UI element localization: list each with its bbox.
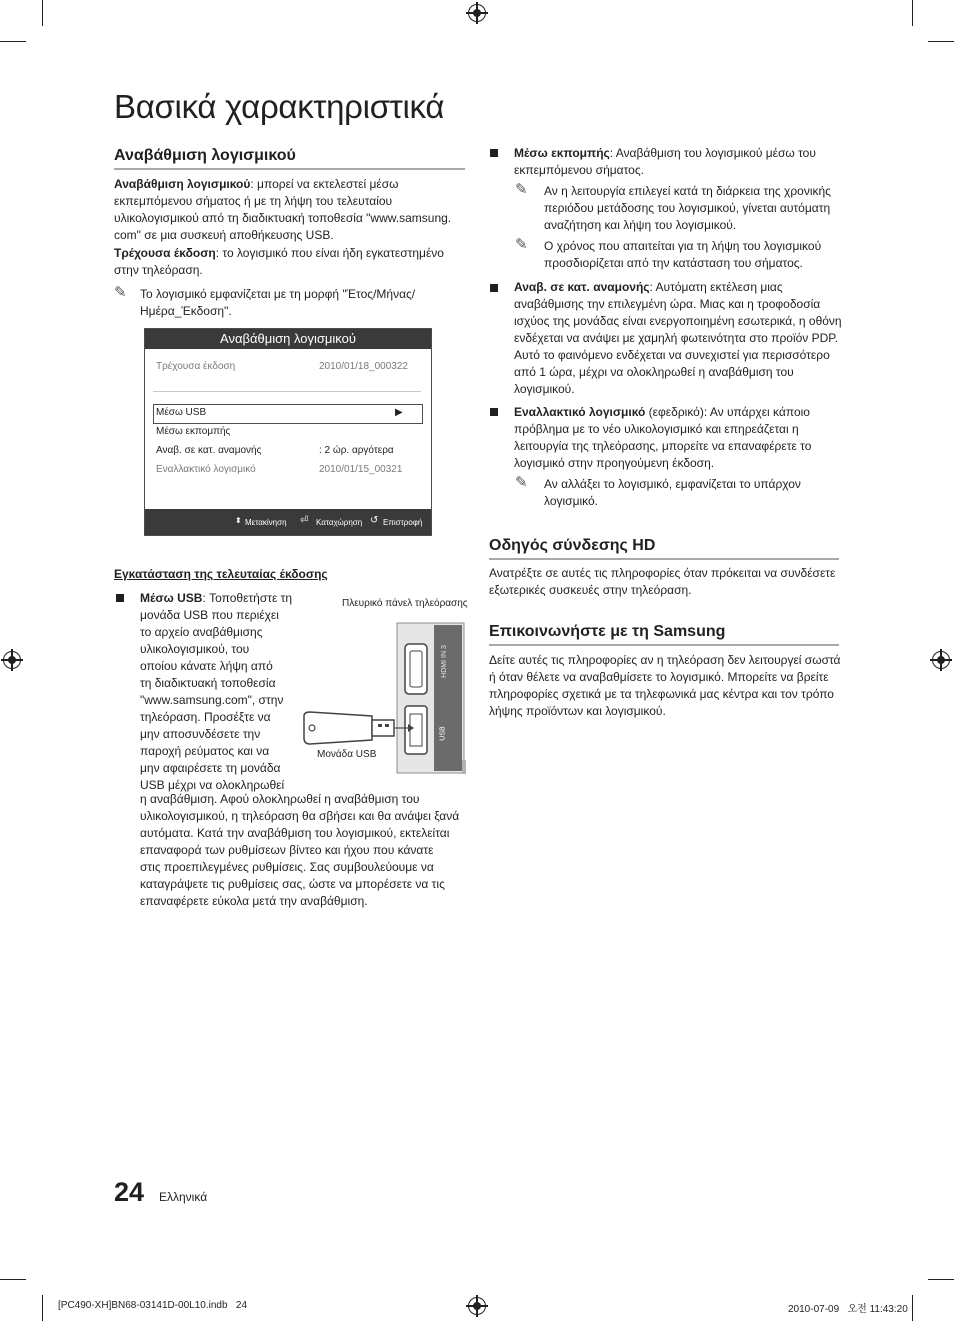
osd-current-value: 2010/01/18_000322 [319, 361, 408, 372]
text-line: : μπορεί να εκτελεστεί μέσω [250, 177, 399, 191]
osd-move-label: Μετακίνηση [245, 518, 287, 527]
text-line: επαναφορά των ρυθμίσεων βίντεο και ήχου που κάνατε [140, 843, 434, 857]
osd-item-alternative-value: 2010/01/15_00321 [319, 464, 403, 475]
usb-stick [304, 712, 372, 744]
text-line: καταγράψετε τις ρυθμίσεις σας, ώστε να μπορέσετε να τις [140, 877, 445, 891]
text-line: εκπεμπόμενου σήματος. [514, 163, 644, 177]
text-line: το αρχείο αναβάθμισης [140, 625, 263, 639]
arrow-right-icon: ▶ [395, 407, 403, 418]
current-version-paragraph [114, 245, 469, 279]
text-line: Ο χρόνος που απαιτείται για τη λήψη του λογισμικού [544, 239, 822, 253]
usb-paragraph-wide [140, 791, 470, 910]
osd-item-broadcast[interactable]: Μέσω εκπομπής [156, 426, 231, 437]
text-line: (εφεδρικό): Αν υπάρχει κάποιο [645, 405, 810, 419]
text-line: μονάδα USB που περιέχει [140, 608, 279, 622]
registration-mark-icon [468, 1297, 486, 1315]
hdmi-label: HDMI IN 3 [440, 645, 448, 678]
language-label: Ελληνικά [159, 1190, 208, 1204]
crop-mark [912, 0, 913, 26]
text-line: αναζήτηση και λήψη του λογισμικού. [544, 218, 737, 232]
enter-icon: ⏎ [300, 515, 309, 526]
usb-paragraph-narrow [140, 590, 310, 794]
osd-title: Αναβάθμιση λογισμικού [145, 329, 431, 349]
text-line: πληροφορίες σχετικά με τα τηλεφωνικά μας κέντρα και τον τρόπο [489, 687, 834, 701]
text-line: πρόβλημα με το νέο υλικολογισμικό και επηρεάζεται η [514, 422, 799, 436]
text-line: : Αναβάθμιση του λογισμικού μέσω του [609, 146, 816, 160]
intro-term: Αναβάθμιση λογισμικού [114, 177, 251, 191]
panel-strip [434, 625, 462, 771]
print-file-info: [PC490-XH]BN68-03141D-00L10.indb 24 [58, 1300, 248, 1311]
osd-item-usb[interactable]: Μέσω USB [156, 407, 207, 418]
text-line: "www.samsung.com", στην [140, 693, 284, 707]
osd-footer [145, 509, 431, 535]
text-line: Αν η λειτουργία επιλεγεί κατά τη διάρκεια της χρονικής [544, 184, 831, 198]
text-line: μην αφαιρέσετε τη μονάδα [140, 761, 281, 775]
bullet-square-icon [490, 284, 498, 292]
software-upgrade-osd [144, 328, 432, 536]
text-line: στις προεπιλεγμένες ρυθμίσεις. Σας συμβουλεύουμε να [140, 860, 434, 874]
section-title-hd-guide: Οδηγός σύνδεσης HD [489, 537, 839, 560]
text-line: Το λογισμικό εμφανίζεται με τη μορφή "Έτος/Μήνας/ [140, 287, 416, 301]
text-line: : Αυτόματη εκτέλεση μιας [649, 280, 783, 294]
osd-enter-label: Καταχώρηση [316, 518, 363, 527]
alternative-note [544, 476, 844, 510]
note-pencil-icon: ✎ [515, 474, 528, 491]
updown-arrows-icon: ⬍ [235, 516, 242, 525]
text-line: com" σε μια συσκευή αποθήκευσης USB. [114, 228, 334, 242]
registration-mark-icon [932, 651, 950, 669]
text-line: λογισμικό. [544, 494, 599, 508]
alternative-paragraph [514, 404, 844, 472]
alternative-term: Εναλλακτικό λογισμικό [514, 405, 646, 419]
text-line: Αν αλλάξει το λογισμικό, εμφανίζεται το υπάρχον [544, 477, 801, 491]
text-line: από 1 ώρα, μέχρι να ολοκληρωθεί η αναβάθμιση του [514, 365, 794, 379]
bullet-square-icon [490, 408, 498, 416]
install-latest-heading: Εγκατάσταση της τελευταίας έκδοσης [114, 567, 328, 581]
broadcast-note-1 [544, 183, 844, 234]
text-line: ενδέχεται να ανάψει με χαμηλή φωτεινότητα στο προϊόν PDP. [514, 331, 839, 345]
text-line: επαναφέρετε εύκολα μετά την αναβάθμιση. [140, 894, 368, 908]
page-number: 24 [114, 1177, 145, 1207]
contact-paragraph [489, 652, 844, 720]
crop-mark [928, 1279, 954, 1280]
text-line: Αυτό το φαινόμενο ενδέχεται να συνεχιστεί για περισσότερο [514, 348, 830, 362]
text-line: οποίου κάνατε λήψη από [140, 659, 273, 673]
usb-stick-plug [372, 720, 394, 736]
text-line: Ημέρα_Έκδοση". [140, 304, 232, 318]
text-line: : το λογισμικό που είναι ήδη εγκατεστημένο [215, 246, 444, 260]
crop-mark [42, 0, 43, 26]
broadcast-term: Μέσω εκπομπής [514, 146, 610, 160]
text-line: : Τοποθετήστε τη [202, 591, 293, 605]
registration-mark-icon [468, 4, 486, 22]
usb-port-label: USB [439, 726, 447, 741]
text-line: τηλεόραση. Προσέξτε να [140, 710, 271, 724]
broadcast-note-2 [544, 238, 844, 272]
crop-mark [42, 1295, 43, 1321]
crop-mark [912, 1295, 913, 1321]
text-line: Ανατρέξτε σε αυτές τις πληροφορίες όταν πρόκειται να συνδέσετε [489, 566, 836, 580]
text-line: ισχύος της μονάδας είναι ενεργοποιημένη εσωτερικά, η οθόνη [514, 314, 842, 328]
osd-item-standby-value: : 2 ώρ. αργότερα [319, 445, 394, 456]
usb-term: Μέσω USB [140, 591, 203, 605]
text-line: λήψης προϊόντων και λογισμικού. [489, 704, 666, 718]
text-line: λογισμικό στην προηγούμενη έκδοση. [514, 456, 715, 470]
print-datetime: 2010-07-09 오전 11:43:20 [788, 1304, 908, 1315]
panel-caption: Πλευρικό πάνελ τηλεόρασης [342, 598, 468, 609]
section-title-software-upgrade: Αναβάθμιση λογισμικού [114, 147, 465, 170]
text-line: τη διαδικτυακή τοποθεσία [140, 676, 276, 690]
text-line: αναβάθμισης την επιλεγμένη ώρα. Μιας και η τροφοδοσία [514, 297, 821, 311]
usb-caption: Μονάδα USB [317, 749, 377, 760]
registration-mark-icon [3, 651, 21, 669]
crop-mark [0, 41, 26, 42]
osd-divider [153, 391, 421, 392]
text-line: λειτουργία της τηλεόρασης, μπορείτε να επαναφέρετε το [514, 439, 812, 453]
osd-current-label: Τρέχουσα έκδοση [156, 361, 236, 372]
text-line: USB μέχρι να ολοκληρωθεί [140, 778, 285, 792]
text-line: υλικολογισμικού, η τηλεόραση θα σβήσει και θα ανάψει ξανά [140, 809, 460, 823]
text-line: εκπεμπόμενου σήματος ή με τη λήψη του τελευταίου [114, 194, 393, 208]
note-pencil-icon: ✎ [515, 181, 528, 198]
note-pencil-icon: ✎ [515, 236, 528, 253]
text-line: ή όταν θέλετε να αναβαθμίσετε το λογισμικό. Μπορείτε να βρείτε [489, 670, 829, 684]
osd-item-standby[interactable]: Αναβ. σε κατ. αναμονής [156, 445, 262, 456]
crop-mark [0, 1279, 26, 1280]
page-title: Βασικά χαρακτηριστικά [114, 88, 445, 125]
osd-return-label: Επιστροφή [383, 518, 423, 527]
section-title-contact-samsung: Επικοινωνήστε με τη Samsung [489, 623, 839, 646]
text-line: περιόδου μετάδοσης του λογισμικού, γίνεται αυτόματη [544, 201, 831, 215]
text-line: μην αποσυνδέσετε την [140, 727, 261, 741]
text-line: υλικολογισμικού από τη διαδικτυακή τοποθεσία "www.samsung. [114, 211, 452, 225]
return-icon: ↺ [370, 515, 379, 526]
bullet-square-icon [490, 149, 498, 157]
intro-paragraph [114, 176, 469, 244]
current-version-term: Τρέχουσα έκδοση [114, 246, 216, 260]
text-line: παροχή ρεύματος και να [140, 744, 270, 758]
broadcast-paragraph [514, 145, 844, 179]
osd-item-alternative[interactable]: Εναλλακτικό λογισμικό [156, 464, 256, 475]
note-paragraph [140, 286, 460, 320]
note-pencil-icon: ✎ [114, 284, 127, 301]
text-line: εξωτερικές συσκευές στην τηλεόραση. [489, 583, 692, 597]
standby-paragraph [514, 279, 844, 398]
text-line: υλικολογισμικού, του [140, 642, 250, 656]
text-line: προσδιορίζεται από την κατάσταση του σήματος. [544, 256, 803, 270]
crop-mark [928, 41, 954, 42]
text-line: η αναβάθμιση. Αφού ολοκληρωθεί η αναβάθμιση του [140, 792, 420, 806]
text-line: στην τηλεόραση. [114, 263, 203, 277]
standby-term: Αναβ. σε κατ. αναμονής [514, 280, 650, 294]
hd-guide-paragraph [489, 565, 844, 599]
text-line: λογισμικού. [514, 382, 575, 396]
text-line: Δείτε αυτές τις πληροφορίες αν η τηλεόραση δεν λειτουργεί σωστά [489, 653, 841, 667]
bullet-square-icon [116, 594, 124, 602]
text-line: αυτόματα. Κατά την αναβάθμιση του λογισμικού, εκτελείται [140, 826, 450, 840]
